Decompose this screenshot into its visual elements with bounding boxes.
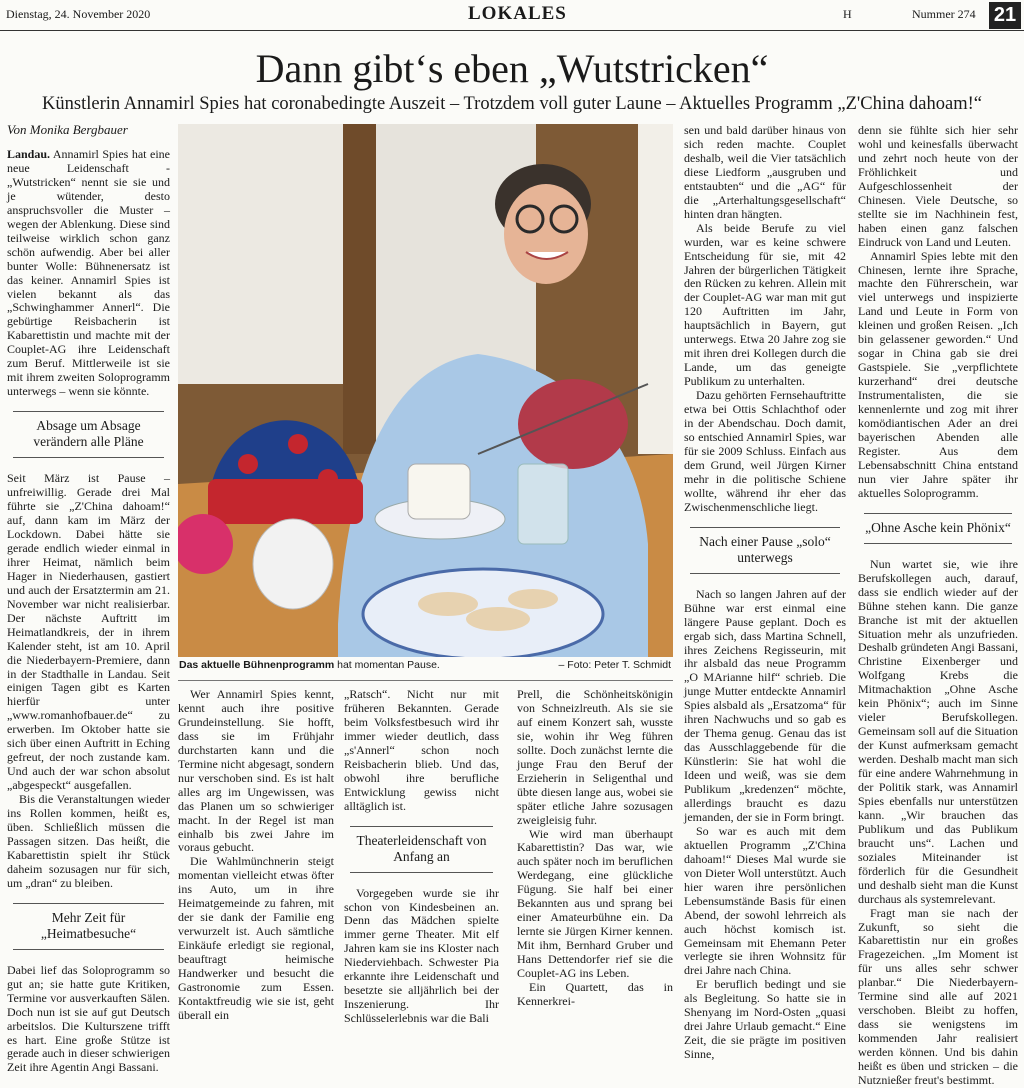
paragraph: „Ratsch“. Nicht nur mit früheren Bekannten. Gerade beim Volksfestbesuch wird ihr immer wieder deutlich, dass „s'Annerl“ schon noch Reisbacherin blieb. Und das, obwohl ihre berufliche Entwicklung gewiss nicht alltäglich ist. (344, 687, 499, 813)
column-5 (684, 124, 846, 1062)
paragraph: Nun wartet sie, wie ihre Berufskollegen auch, darauf, dass sie endlich wieder auf der Bühne stehen kann. Die ganze Branche ist mit der aktuellen Situation mehr als unzufrieden. Deshalb gründeten Angi Bassani, Christine Eixenberger und Wolfgang Krebs die Mitmachaktion „Ohne Asche kein Phönix“; auch im Sinne vieler Berufskollegen. Gemeinsam soll auf die Situation der Kunst aufmerksam gemacht werden. Deshalb macht man sich für eine andere Wahrnehmung in der Politik stark, was Annamirl Spies ebenfalls nur unterstützen kann. „Wir brauchen das Publikum und das Publikum braucht uns“. Lachen und soziales Miteinander ist förderlich für die Gesundheit und deshalb sieht man die Kunst durchaus als systemrelevant. (858, 556, 1018, 906)
teacup-icon (408, 464, 470, 519)
column-2 (178, 688, 334, 1023)
photo-credit: – Foto: Peter T. Schmidt (558, 659, 671, 671)
intertitle: Theaterleidenschaft von Anfang an (350, 826, 493, 873)
caption-rest: hat momentan Pause. (334, 659, 440, 671)
paragraph: Vorgegeben wurde sie ihr schon von Kindesbeinen an. Denn das Mädchen spielte immer gerne Theater. Mit elf Jahren kam sie ins Kloster nach Niederviehbach. Schwester Pia erkannte ihre Leidenschaft und besetzte sie alljährlich bei der Inszenierung. Ihr Schlüsselerlebnis war die Bali (344, 885, 499, 1026)
issue-date: Dienstag, 24. November 2020 (6, 7, 151, 21)
cookie (508, 589, 558, 609)
caption-text (179, 659, 440, 671)
paragraph-text: Annamirl Spies hat eine neue Leidenschaft - „Wutstricken“ nennt sie sie und je wütender, desto anspruchsvoller die Muster – wegen der Ablenkung. Diese sind teilweise wirklich schon ganz schön aufwendig. Aber bei aller bunter Wolle: Bühnenersatz ist das keiner. Annamirl Spies ist vielen bekannt als das „Schwinghammer Annerl“. Die gebürtige Reisbacherin ist Kabarettistin und machte mit der Couplet-AG ihre Leidenschaft zum Beruf. Mittlerweile ist sie mit ihrem zweiten Soloprogramm unterwegs – wenn sie könnte. (7, 147, 170, 399)
photo-illustration (178, 124, 673, 657)
column-1 (7, 148, 170, 1075)
door-frame (343, 124, 376, 454)
caption-bold: Das aktuelle Bühnenprogramm (179, 659, 335, 671)
column-4 (517, 688, 673, 1009)
column-6 (858, 124, 1018, 1088)
paragraph: Die Wahlmünchnerin steigt momentan vielleicht etwas öfter ins Auto, um in ihre Heimatgemeinde zu fahren, mit der sie dank der Familie eng verwurzelt ist. Auch sämtliche Einkäufe erledigt sie regional, beauftragt heimische Handwerker und besucht die Gastronomie zum Essen. Kontaktfreudig wie sie ist, geht überall ein (178, 854, 334, 1022)
cozy-dot (288, 434, 308, 454)
paragraph: Seit März ist Pause – unfreiwillig. Gerade drei Mal führte sie „Z'China dahoam!“ auf, dann kam im März der Lockdown. Dabei hätte sie gerade endlich wieder einmal in ihrer Heimat, nämlich beim Hager in Niederhausen, gastiert und auch der Ersatztermin am 21. November war nicht realisierbar. Der nächste Auftritt im Heimatlandkreis, der in ihrem Kalender steht, ist am 10. April die Niederbayern-Premiere, dann in der Stadthalle in Landau. Seit einigen Tagen gibt es Karten hierfür unter „www.romanhofbauer.de“ zu erwerben. Im Oktober hatte sie sich über einen Auftritt in Eching gefreut, der noch zustande kam. Und auch der war schon absolut „abgespeckt“ ausgefallen. (7, 471, 170, 793)
paragraph: Bis die Veranstaltungen wieder ins Rollen kommen, heißt es, üben. Schließlich müssen die Passagen sitzen. Das heißt, die Kabarettistin spielt ihr Stück daheim sozusagen nur für sich, um „dran“ zu bleiben. (7, 792, 170, 890)
cookie (418, 592, 478, 616)
cookie (466, 607, 530, 631)
edition-letter: H (843, 7, 852, 21)
cozy-dot (238, 454, 258, 474)
paragraph: Wer Annamirl Spies kennt, kennt auch ihre positive Grundeinstellung. Sie hofft, dass sie im Frühjahr durchstarten kann und die Termine nicht abgesagt, sondern nur verschoben sind. Es ist halt alles arg im Ungewissen, was das Planen um so schwieriger macht. In der Regel ist man einhalb bis zwei Jahre im voraus gebucht. (178, 687, 334, 855)
caption-rule (178, 680, 673, 681)
paragraph: denn sie fühlte sich hier sehr wohl und keinesfalls überwacht und zehrt noch heute von der Fröhlichkeit und Aufgeschlossenheit der Chinesen. Viele Deutsche, so stellte sie im Nachhinein fest, haben einen ganz falschen Eindruck von Land und Leuten. (858, 123, 1018, 249)
right-wall (638, 124, 673, 454)
page-header (0, 0, 1024, 31)
paragraph: Dabei lief das Soloprogramm so gut an; sie hatte gute Kritiken, Termine vor ausverkauften Sälen. Doch nun ist sie auf gut Deutsch arbeitslos. Die Kulturszene trifft es hart. Eine große Stütze ist gerade auch in dieser schwierigen Zeit ihre Agentin Angi Bassani. (7, 962, 170, 1075)
dateline: Landau. (7, 147, 51, 161)
column-3 (344, 688, 499, 1026)
paragraph: So war es auch mit dem aktuellen Programm „Z'China dahoam!“ Dieses Mal wurde sie von Dieter Woll unterstützt. Auch hier waren ihre persönlichen Lebensumstände Basis für einen Abend, der sowohl lehrreich als auch höchst komisch ist. Gemeinsam mit Ehemann Peter verlegte sie ihren Wohnsitz für drei Jahre nach China. (684, 823, 846, 978)
paragraph: Prell, die Schönheitskönigin von Schneizlreuth. Als sie sie auf einem Konzert sah, wusste sie, wohin ihr Weg führen sollte. Doch zunächst lernte die junge Frau den Beruf der Erzieherin in Seligenthal und übte diesen lange aus, wobei sie später etliche Jahre sozusagen zweigleisig fuhr. (517, 687, 673, 827)
paragraph: Nach so langen Jahren auf der Bühne war erst einmal eine längere Pause geplant. Doch es ergab sich, dass Martina Schnell, ihres Zeichens Regisseurin, mit ihr alsbald das neue Programm „O MArianne hilf“ schrieb. Die junge Mutter entdeckte Annamirl Spies alsbald als „Ersatzoma“ für ihren Nachwuchs und so gab es der Thema genug. Genau das ist das Ausschlaggebende für die Künstlerin: Sie hat wohl die Ideen und weiß, was sie dem Publikum „kredenzen“ möchte, allerdings braucht es dazu jemanden, der sie in Form bringt. (684, 586, 846, 824)
cozy-base (208, 479, 363, 524)
paragraph: Fragt man sie nach der Zukunft, so sieht die Kabarettistin nur ein großes Fragezeichen. „Im Moment ist für uns alles sehr schwer planbar.“ Die Niederbayern-Termine sind alle auf 2021 verschoben. Bleibt zu hoffen, dass sie wenigstens im kommenden Jahr realisiert werden können. Und bis dahin heißt es üben und stricken – die Nutznießer freut's bestimmt. (858, 905, 1018, 1087)
issue-number: Nummer 274 (912, 7, 976, 21)
paragraph: sen und bald darüber hinaus von sich reden machte. Couplet deshalb, weil die Vier tatsächlich diese Liedform „ausgruben und entstaubten“ und die „AG“ für die „Arterhaltungsgesellschaft“ hinten dran hängten. (684, 123, 846, 221)
woman-face (504, 184, 588, 284)
paragraph: Wie wird man überhaupt Kabarettistin? Das war, wie auch später noch im beruflichen Werdegang, eine glückliche Fügung. Sie half bei einer Bekannten aus und sprang bei einer Amateurbühne ein. Da lernte sie Jürgen Kirner kennen. Mit ihm, Bernhard Gruber und Hans Dettendorfer rief sie die Couplet-AG ins Leben. (517, 826, 673, 981)
teapot-icon (253, 519, 333, 609)
intertitle: Nach einer Pause „solo“ unterwegs (690, 527, 840, 574)
knitting-icon (518, 379, 628, 469)
intertitle: Mehr Zeit für „Heimatbesuche“ (13, 903, 164, 950)
left-wall (178, 124, 343, 384)
byline: Von Monika Bergbauer (7, 122, 128, 137)
page-number: 21 (989, 2, 1021, 29)
intertitle: Absage um Absage verändern alle Pläne (13, 411, 164, 458)
paragraph: Er beruflich bedingt und sie als Begleitung. So hatte sie in Shenyang im Nord-Osten „quasi drei Jahre Urlaub gemacht.“ Eine Zeit, die sie prägte im positiven Sinne, (684, 977, 846, 1062)
paragraph: Dazu gehörten Fernsehauftritte etwa bei Ottis Schlachthof oder in der Abendschau. Doch damit, so entschied Annamirl Spies, war für sie 2009 Schluss. Einfach aus dem Grund, weil Jürgen Kirner mehr in die politische Schiene wollte, während ihr eher das Zwischenmenschliche liegt. (684, 388, 846, 514)
paragraph (7, 148, 170, 399)
paragraph: Annamirl Spies lebte mit den Chinesen, lernte ihre Sprache, machte den Führerschein, war viel unterwegs und inspizierte Land und Leute in Form von kleinen und großen Reisen. „Ich bin gelassener geworden.“ Und sogar in China gab sie drei Gastspiele. Sie „verpflichtete kurzerhand“ drei deutsche Instrumentalisten, die sie kennenlernte und zog mit ihrer komödiantischen Ader an drei bayerischen Abenden alle Register. Aus dem Lebensabschnitt China entstand nun vier Jahre später ihr aktuelles Soloprogramm. (858, 248, 1018, 500)
paragraph: Als beide Berufe zu viel wurden, war es keine schwere Entscheidung für sie, mit 42 Jahren der bürgerlichen Tätigkeit den Rücken zu kehren. Allein mit der Couplet-AG war man mit gut 120 Auftritten im Jahr, hauptsächlich in Bayern, gut unterwegs. Etwa 20 Jahre zog sie mit ihren drei Kollegen durch die Lande, um das geneigte Publikum zu unterhalten. (684, 220, 846, 389)
headline: Dann gibt‘s eben „Wutstricken“ (255, 46, 769, 91)
intertitle: „Ohne Asche kein Phönix“ (864, 513, 1012, 544)
subheadline: Künstlerin Annamirl Spies hat coronabedingte Auszeit – Trotzdem voll guter Laune – Aktuelles Programm „Z'China dahoam!“ (42, 94, 982, 114)
glass-icon (518, 464, 568, 544)
article-photo (178, 124, 673, 657)
paragraph: Ein Quartett, das in Kennerkrei- (517, 980, 673, 1008)
section-title: LOKALES (468, 3, 567, 24)
